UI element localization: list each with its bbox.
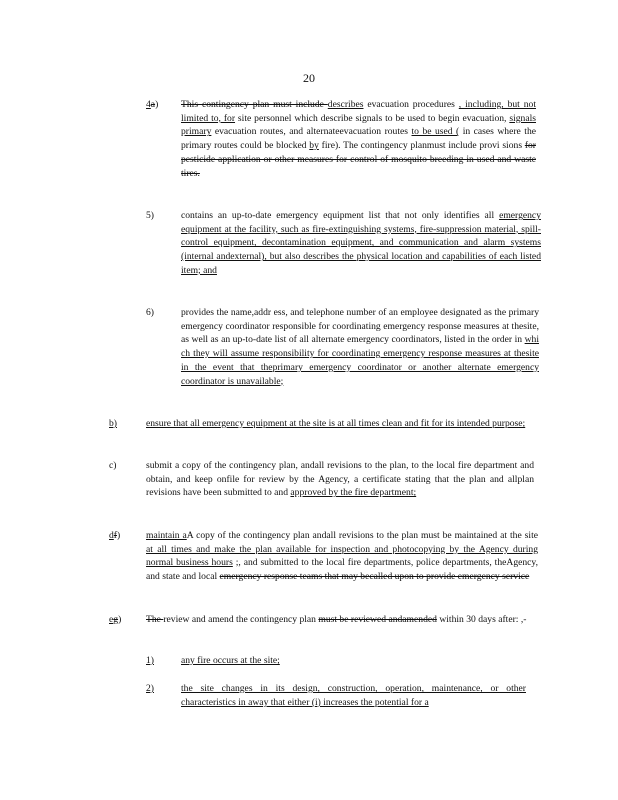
- item-b-body: ensure that all emergency equipment at the site is at all times clean and fit for its intended purpose;: [146, 418, 526, 429]
- page-number: 20: [303, 71, 315, 85]
- item-5-body: contains an up-to-date emergency equipment list that not only identifies all emergency equipment at the facility, such as fire-extinguishing systems, fire-suppression material, spill-control equipment, decontamination equipment, and communication and alarm systems (internal andexternal), but also describes the physical location and capabilities of each listed item; and: [181, 210, 541, 276]
- item-e-marker: eg): [109, 614, 122, 625]
- item-5-marker: 5): [146, 210, 154, 221]
- item-1-body: any fire occurs at the site;: [181, 655, 280, 666]
- item-e-body: The review and amend the contingency plan must be reviewed andamended within 30 days after: ,-: [146, 614, 527, 625]
- item-4-marker: 4a): [146, 99, 159, 110]
- item-d-marker: df): [109, 530, 121, 541]
- item-c-body: submit a copy of the contingency plan, andall revisions to the plan, to the local fire department and obtain, and keep onfile for review by the Agency, a certificate stating that the plan and allplan revisions have been submitted to and approved by the fire department;: [146, 460, 534, 499]
- item-6-marker: 6): [146, 307, 154, 318]
- item-4-body: This contingency plan must include describes evacuation procedures , including, but not limited to, for site personnel which describe signals to be used to begin evacuation, signals primary evacuation routes, and alternateevacuation routes to be used ( in cases where the primary routes could be blocked by fire). The contingency planmust include provi sions for pesticide application or other measures for control of mosquito breeding in used and waste tires.: [181, 99, 536, 179]
- item-b-marker: b): [109, 418, 117, 429]
- item-c-marker: c): [109, 460, 117, 471]
- item-d-body: maintain aA copy of the contingency plan andall revisions to the plan must be maintained at the site at all times and make the plan available for inspection and photocopying by the Agency during normal business hours ;, and submitted to the local fire departments, police departments, theAgency, and state and local emergency response teams that may becalled upon to provide emergency service: [146, 530, 539, 583]
- item-2-marker: 2): [146, 683, 154, 694]
- item-1-marker: 1): [146, 655, 154, 666]
- item-6-body: provides the name,addr ess, and telephone number of an employee designated as the primary emergency coordinator responsible for coordinating emergency response measures at thesite, as well as an up-to-date list of all alternate emergency coordinators, listed in the order in whi ch they will assume responsibility for coordinating emergency response measures at thesite in the event that theprimary emergency coordinator or another alternate emergency coordinator is unavailable;: [181, 307, 539, 387]
- item-2-body: the site changes in its design, construction, operation, maintenance, or other characteristics in away that either (i) increases the potential for a: [181, 683, 526, 708]
